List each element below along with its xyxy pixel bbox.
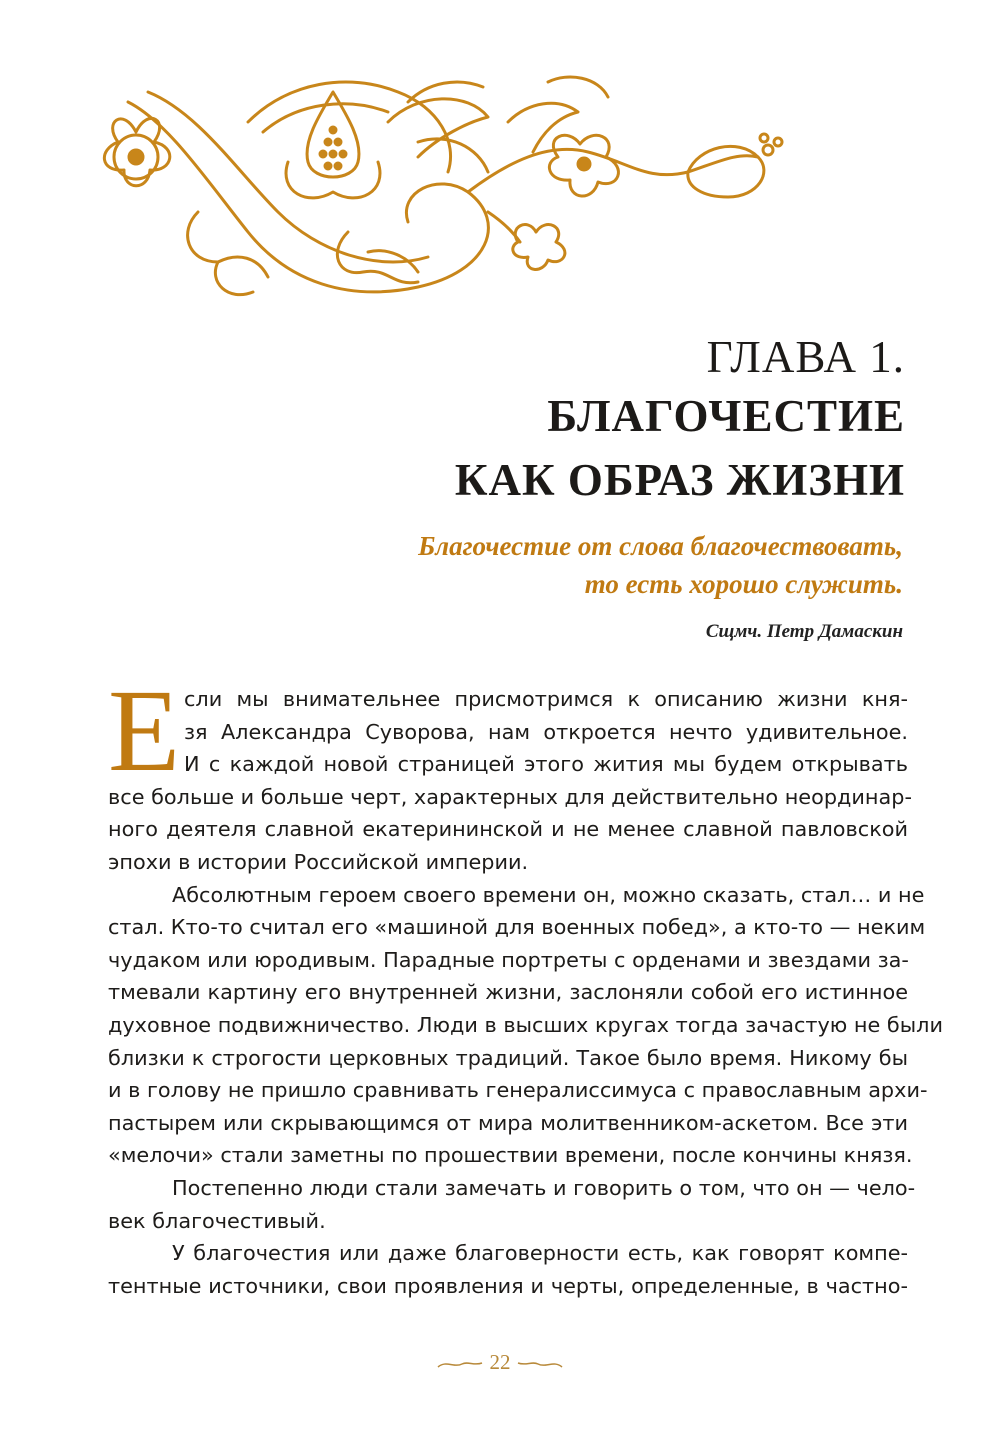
chapter-title-line1: БЛАГОЧЕСТИЕ <box>547 391 905 441</box>
text-line: зя Александра Суворова, нам откроется нечто удивительное. <box>184 719 908 744</box>
epigraph-author: Сщмч. Петр Дамаскин <box>705 621 903 642</box>
body-text <box>108 665 943 1302</box>
text-line: сли мы внимательнее присмотримся к описанию жизни кня- <box>184 687 908 711</box>
text-line: И с каждой новой страницей этого жития мы будем открывать <box>184 752 908 777</box>
text-line: стал. Кто-то считал его «машиной для военных побед», а кто-то — неким <box>108 915 926 940</box>
chapter-heading <box>205 330 905 512</box>
epigraph-line2: то есть хорошо служить. <box>584 569 903 599</box>
text-line: эпохи в истории Российской империи. <box>108 849 529 874</box>
left-flourish-icon <box>436 1358 484 1370</box>
text-line: и в голову не пришло сравнивать генералиссимуса с православным архи- <box>108 1078 928 1103</box>
text-line: Абсолютным героем своего времени он, можно сказать, стал… и не <box>172 882 925 907</box>
text-line: пастырем или скрывающимся от мира молитвенником-аскетом. Все эти <box>108 1110 908 1135</box>
text-line: тмевали картину его внутренней жизни, заслоняли собой его истинное <box>108 980 908 1005</box>
chapter-number: ГЛАВА 1. <box>706 332 905 382</box>
text-line: Постепенно люди стали замечать и говорить о том, что он — чело- <box>172 1175 916 1200</box>
text-line: «мелочи» стали заметны по прошествии времени, после кончины князя. <box>108 1143 913 1168</box>
text-line: духовное подвижничество. Люди в высших кругах тогда зачастую не были <box>108 1012 943 1037</box>
drop-cap: Е <box>108 665 181 796</box>
text-line: чудаком или юродивым. Парадные портреты с орденами и звездами за- <box>108 947 909 972</box>
epigraph-line1: Благочестие от слова благочествовать, <box>418 531 903 561</box>
text-line: близки к строгости церковных традиций. Такое было время. Никому бы <box>108 1045 908 1070</box>
epigraph <box>303 527 903 603</box>
page-number <box>0 1350 1000 1375</box>
right-flourish-icon <box>516 1358 564 1370</box>
text-line: тентные источники, свои проявления и черты, определенные, в частно- <box>108 1273 908 1298</box>
chapter-title-line2: КАК ОБРАЗ ЖИЗНИ <box>454 455 905 505</box>
page-number-value: 22 <box>489 1350 511 1374</box>
text-line: век благочестивый. <box>108 1208 326 1233</box>
floral-ornament-icon <box>88 62 788 312</box>
text-line: ного деятеля славной екатерининской и не менее славной павловской <box>108 817 908 842</box>
text-line: У благочестия или даже благоверности есть, как говорят компе- <box>172 1241 908 1266</box>
text-line: все больше и больше черт, характерных для действительно неординар- <box>108 784 912 809</box>
